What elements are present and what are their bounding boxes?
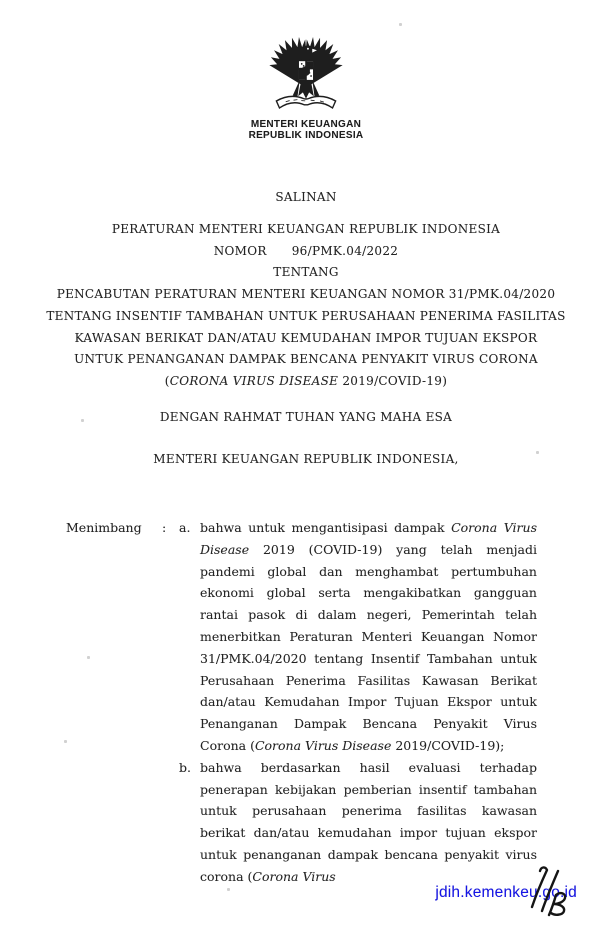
considering-label: Menimbang <box>66 520 142 535</box>
text-segment: PENCABUTAN PERATURAN MENTERI KEUANGAN NOMOR 31/PMK.04/2020 <box>56 287 556 302</box>
subject-line <box>40 328 572 350</box>
number-label: NOMOR <box>213 243 267 258</box>
item-paragraph <box>200 757 537 888</box>
item-letter: a. <box>179 520 191 535</box>
ministry-header <box>0 119 612 141</box>
subject-line <box>40 306 572 328</box>
text-segment: UNTUK PENANGANAN DAMPAK BENCANA PENYAKIT VIRUS CORONA <box>74 352 538 367</box>
jdih-watermark-link[interactable]: jdih.kemenkeu.go.id <box>435 884 577 901</box>
invocation-line: DENGAN RAHMAT TUHAN YANG MAHA ESA <box>159 410 453 424</box>
text-segment: bahwa berdasarkan hasil evaluasi terhadap penerapan kebijakan pemberian insentif tambahan untuk perusahaan penerima fasilitas kawasan berikat dan/atau kemudahan impor tujuan ekspor untuk penanganan dampak bencana penyakit virus corona ( <box>200 759 537 884</box>
italic-text-segment: Corona Virus Disease <box>254 737 392 753</box>
garuda-pancasila-emblem <box>267 37 345 115</box>
ministry-name: MENTERI KEUANGAN <box>250 119 362 130</box>
regulation-subject <box>40 284 572 393</box>
number-value: 96/PMK.04/2022 <box>291 243 399 258</box>
italic-text-segment: Corona Virus <box>252 868 336 884</box>
considering-colon: : <box>162 520 167 535</box>
text-segment: 2019/COVID-19); <box>391 737 505 753</box>
text-segment: 2019 (COVID-19) yang telah menjadi pandemi global dan menghambat pertumbuhan ekonomi global serta mengakibatkan gangguan rantai pasok di dalam negeri, Pemerintah telah menerbitkan Peraturan Menteri Keuangan Nomor 31/PMK.04/2020 tentang Insentif Tambahan untuk Perusahaan Penerima Fasilitas Kawasan Berikat dan/atau Kemudahan Impor Tujuan Ekspor untuk Penanganan Dampak Bencana Penyakit Virus Corona ( <box>200 541 537 753</box>
subject-line <box>40 284 572 306</box>
considering-colon <box>162 757 179 888</box>
scan-speck <box>81 419 84 422</box>
authority-line: MENTERI KEUANGAN REPUBLIK INDONESIA, <box>153 452 459 466</box>
scan-speck <box>87 656 90 659</box>
regulation-title: PERATURAN MENTERI KEUANGAN REPUBLIK INDONESIA <box>111 222 501 236</box>
text-segment: TENTANG INSENTIF TAMBAHAN UNTUK PERUSAHAAN PENERIMA FASILITAS <box>46 308 566 323</box>
scan-speck <box>227 888 230 891</box>
italic-text-segment: Corona Virus Disease <box>200 520 537 557</box>
considering-item <box>66 517 537 757</box>
text-segment: bahwa untuk mengantisipasi dampak <box>200 520 452 535</box>
subject-line <box>40 371 572 393</box>
copy-label: SALINAN <box>275 190 337 204</box>
subject-line <box>40 349 572 371</box>
scan-speck <box>399 23 402 26</box>
text-segment: ( <box>164 373 170 388</box>
scan-speck <box>536 451 539 454</box>
scan-speck <box>64 740 67 743</box>
ministry-country: REPUBLIK INDONESIA <box>248 130 364 141</box>
regulation-heading <box>40 219 572 393</box>
considering-item <box>66 757 537 888</box>
text-segment: 2019/COVID-19) <box>338 373 448 388</box>
about-label: TENTANG <box>273 265 339 280</box>
considering-section <box>66 517 537 888</box>
text-segment: KAWASAN BERIKAT DAN/ATAU KEMUDAHAN IMPOR TUJUAN EKSPOR <box>74 330 538 345</box>
regulation-number-line <box>40 241 572 263</box>
considering-label <box>66 757 162 888</box>
item-letter: b. <box>179 759 191 775</box>
item-paragraph <box>200 517 537 757</box>
handwritten-initials-paraf <box>524 861 574 921</box>
italic-text-segment: CORONA VIRUS DISEASE <box>169 373 339 388</box>
